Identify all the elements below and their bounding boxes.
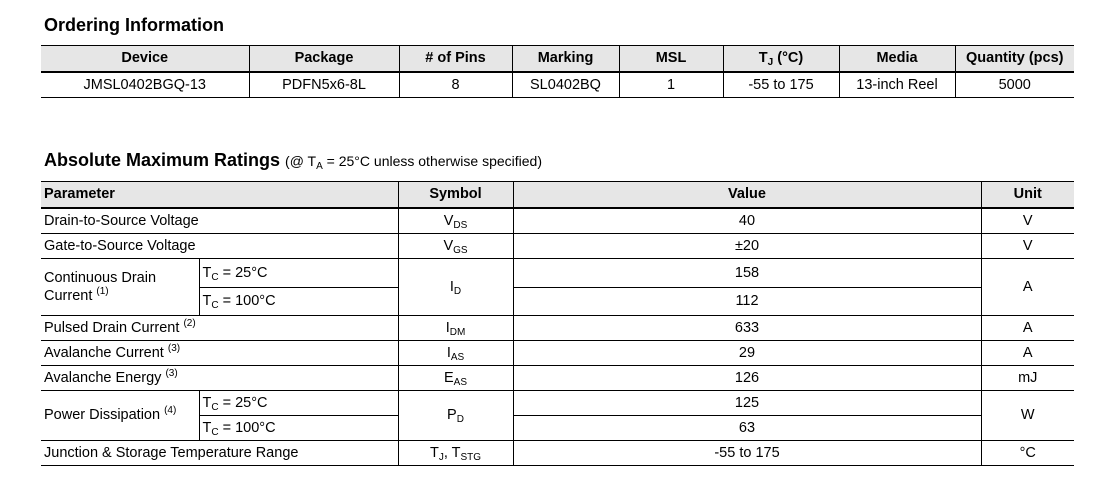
symbol-cell: $E_{AS}$ [398,366,513,391]
condition-cell: $T_C = 100^\circ C$ [199,416,398,441]
tj-cell: -55 to 175 [723,72,839,98]
condition-cell: $T_C = 25^\circ C$ [199,259,398,288]
col-marking: Marking [512,46,619,73]
table-row [41,208,1074,234]
table-row [41,341,1074,366]
device-cell: JMSL0402BGQ-13 [41,72,249,98]
col-pins: # of Pins [399,46,512,73]
unit-cell: V [981,234,1074,259]
absolute-maximum-ratings-title: Absolute Maximum Ratings (@ $T_A = 25^\circ C$ unless otherwise specified) [44,150,542,172]
value-cell: ±20 [513,234,981,259]
table-row [41,234,1074,259]
symbol-cell: $V_{GS}$ [398,234,513,259]
table-row [41,259,1074,288]
param-cell: Gate-to-Source Voltage [41,234,398,259]
param-cell: Avalanche Energy $^{(3)}$ [41,366,398,391]
col-msl: MSL [619,46,723,73]
unit-cell: V [981,208,1074,234]
value-cell: 63 [513,416,981,441]
symbol-cell: $I_D$ [398,259,513,316]
amr-header-row [41,182,1074,209]
unit-cell: mJ [981,366,1074,391]
unit-cell: A [981,316,1074,341]
col-package: Package [249,46,399,73]
value-cell: 125 [513,391,981,416]
ordering-information-title: Ordering Information [44,15,224,35]
symbol-cell: $I_{AS}$ [398,341,513,366]
condition-cell: $T_C = 25^\circ C$ [199,391,398,416]
unit-cell: W [981,391,1074,441]
ordering-header-row [41,46,1074,73]
param-cell: Avalanche Current $^{(3)}$ [41,341,398,366]
symbol-cell: $V_{DS}$ [398,208,513,234]
value-cell: 633 [513,316,981,341]
value-cell: 158 [513,259,981,288]
table-row [41,72,1074,98]
param-cell: Drain-to-Source Voltage [41,208,398,234]
value-cell: 112 [513,287,981,316]
param-cell: Junction & Storage Temperature Range [41,441,398,466]
table-row [41,316,1074,341]
col-unit: Unit [981,182,1074,209]
package-cell: PDFN5x6-8L [249,72,399,98]
col-parameter: Parameter [41,182,398,209]
symbol-cell: $I_{DM}$ [398,316,513,341]
table-row [41,441,1074,466]
unit-cell: A [981,259,1074,316]
col-value: Value [513,182,981,209]
param-cell: Power Dissipation $^{(4)}$ [41,391,199,441]
col-device: Device [41,46,249,73]
table-row [41,366,1074,391]
media-cell: 13-inch Reel [839,72,955,98]
absolute-maximum-ratings-table [41,181,1074,466]
value-cell: 126 [513,366,981,391]
col-symbol: Symbol [398,182,513,209]
param-cell: Pulsed Drain Current $^{(2)}$ [41,316,398,341]
msl-cell: 1 [619,72,723,98]
marking-cell: SL0402BQ [512,72,619,98]
table-row [41,391,1074,416]
value-cell: -55 to 175 [513,441,981,466]
value-cell: 40 [513,208,981,234]
param-cell: Continuous Drain Current $^{(1)}$ [41,259,199,316]
pins-cell: 8 [399,72,512,98]
qty-cell: 5000 [955,72,1074,98]
col-tj: $T_J$ (°C) [723,46,839,73]
unit-cell: °C [981,441,1074,466]
col-qty: Quantity (pcs) [955,46,1074,73]
symbol-cell: $T_J$, $T_{STG}$ [398,441,513,466]
value-cell: 29 [513,341,981,366]
condition-cell: $T_C = 100^\circ C$ [199,287,398,316]
ordering-table [41,45,1074,98]
col-media: Media [839,46,955,73]
unit-cell: A [981,341,1074,366]
amr-condition: (@ $T_A = 25^\circ C$ unless otherwise specified) [285,153,542,172]
symbol-cell: $P_D$ [398,391,513,441]
